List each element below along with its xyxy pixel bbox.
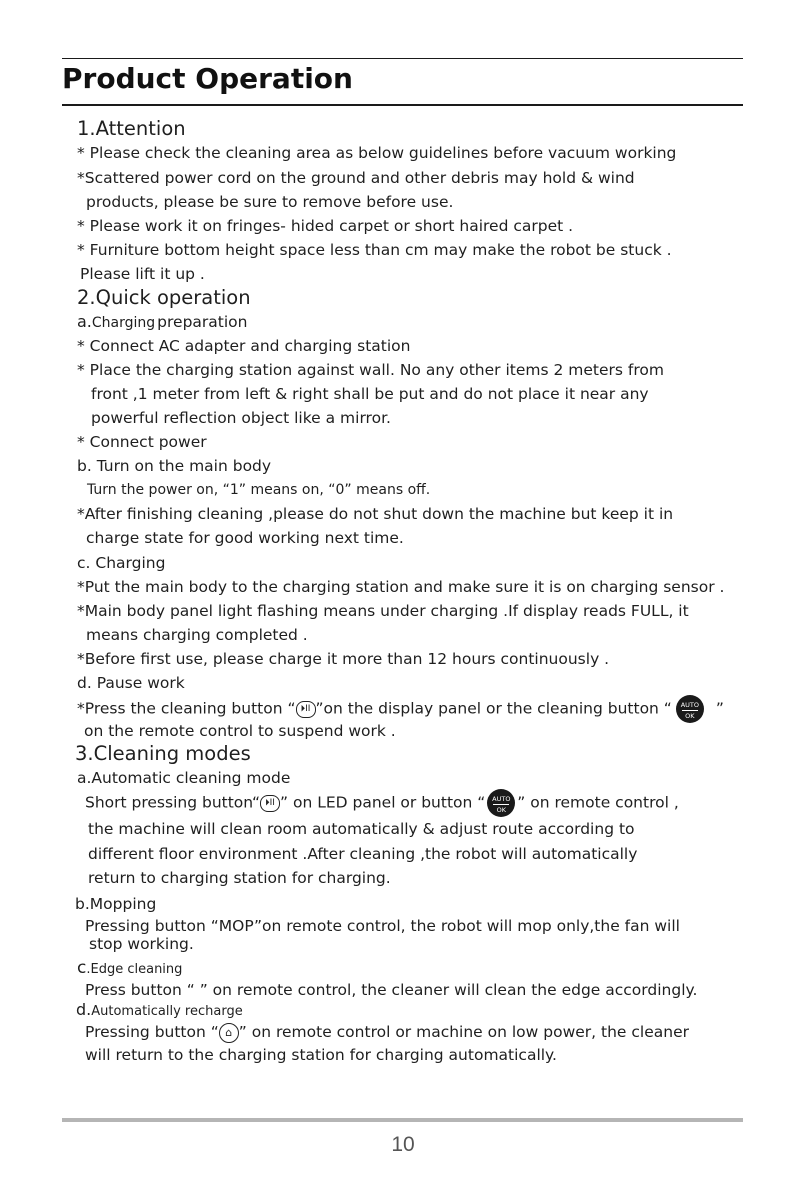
modes-b-title [75, 894, 156, 914]
quick-a-marker: a. [77, 312, 92, 331]
modes-a-title: a.Automatic cleaning mode [77, 769, 291, 787]
modes-b-line-2: stop working. [89, 935, 194, 953]
modes-d-line-2: will return to the charging station for charging automatically. [85, 1046, 557, 1064]
quick-a-line-1: * Connect AC adapter and charging station [77, 337, 411, 355]
auto-ok-icon-top: AUTO [680, 701, 699, 709]
auto-ok-icon-top: AUTO [492, 795, 511, 803]
section-quick-heading: 2.Quick operation [77, 286, 251, 309]
quick-d-line-1-mid: ”on the display panel or the cleaning button “ [315, 699, 672, 718]
modes-c-title [77, 958, 182, 980]
modes-d-title [76, 1000, 243, 1022]
modes-a-line-4: return to charging station for charging. [88, 869, 391, 887]
top-rule [62, 58, 743, 59]
modes-b-line-1: Pressing button “MOP”on remote control, the robot will mop only,the fan will [85, 917, 680, 935]
quick-c-line-2: *Main body panel light flashing means under charging .If display reads FULL, it [77, 602, 689, 620]
modes-a-line-1-mid: ” on LED panel or button “ [280, 793, 486, 812]
modes-d-line-1 [85, 1020, 689, 1044]
quick-a-title-part2: preparation [157, 313, 248, 331]
quick-b-line-2: *After finishing cleaning ,please do not shut down the machine but keep it in [77, 505, 674, 523]
modes-d-title-text: Automatically recharge [91, 1004, 243, 1019]
modes-d-marker: d. [76, 1000, 92, 1019]
modes-d-line-1-post: ” on remote control or machine on low power, the cleaner [238, 1023, 689, 1041]
auto-ok-icon-bottom: OK [496, 806, 506, 814]
auto-ok-icon-divider [682, 710, 698, 711]
quick-b-title: b. Turn on the main body [77, 457, 272, 475]
quick-d-line-1-post: ” [715, 699, 724, 718]
play-pause-icon: ⏵II [296, 701, 316, 718]
quick-c-line-1: *Put the main body to the charging station and make sure it is on charging sensor . [77, 578, 725, 596]
section-attention-heading: 1.Attention [77, 117, 186, 140]
home-icon: ⌂ [219, 1023, 239, 1043]
attention-line-3: products, please be sure to remove before use. [86, 193, 454, 211]
page-number: 10 [391, 1133, 415, 1156]
quick-a-line-3: front ,1 meter from left & right shall be put and do not place it near any [91, 385, 649, 403]
modes-d-line-1-pre: Pressing button “ [85, 1023, 219, 1041]
quick-c-line-3: means charging completed . [86, 626, 308, 644]
attention-line-4: * Please work it on fringes- hided carpet or short haired carpet . [77, 217, 574, 235]
quick-a-line-2: * Place the charging station against wall. No any other items 2 meters from [77, 361, 664, 379]
play-pause-icon: ⏵II [260, 795, 280, 812]
quick-d-title: d. Pause work [77, 674, 185, 692]
attention-line-2: *Scattered power cord on the ground and other debris may hold & wind [77, 169, 635, 187]
modes-c-line-1: Press button “ ” on remote control, the cleaner will clean the edge accordingly. [85, 981, 698, 999]
auto-ok-icon-divider [493, 804, 509, 805]
modes-a-line-3: different floor environment .After cleaning ,the robot will automatically [88, 845, 638, 863]
title-underline [62, 104, 743, 106]
modes-a-line-1 [85, 789, 679, 817]
modes-b-marker: b. [75, 895, 90, 913]
auto-ok-icon [487, 789, 515, 817]
modes-a-line-2: the machine will clean room automatically & adjust route according to [88, 820, 635, 838]
page-title: Product Operation [62, 62, 353, 95]
modes-c-marker: c [77, 958, 87, 978]
footer-rule [62, 1118, 743, 1122]
section-modes-heading: 3.Cleaning modes [75, 742, 251, 765]
quick-a-title [77, 312, 247, 333]
modes-a-line-1-pre: Short pressing button“ [85, 793, 261, 812]
quick-d-line-2: on the remote control to suspend work . [84, 722, 396, 740]
modes-a-line-1-post: ” on remote control , [517, 793, 679, 812]
quick-b-line-3: charge state for good working next time. [86, 529, 404, 547]
quick-d-line-1-pre: *Press the cleaning button “ [77, 699, 296, 718]
quick-b-line-1: Turn the power on, “1” means on, “0” means off. [87, 482, 431, 498]
quick-a-title-part1: Charging [91, 315, 156, 331]
quick-a-line-5: * Connect power [77, 433, 207, 451]
quick-d-line-1 [77, 695, 724, 723]
auto-ok-icon-bottom: OK [685, 712, 695, 720]
quick-c-title: c. Charging [77, 554, 166, 572]
attention-line-5: * Furniture bottom height space less than cm may make the robot be stuck . [77, 241, 672, 259]
modes-c-title-text: .Edge cleaning [86, 962, 183, 977]
attention-line-1: * Please check the cleaning area as below guidelines before vacuum working [77, 144, 677, 162]
attention-line-6: Please lift it up . [80, 265, 205, 283]
auto-ok-icon [676, 695, 704, 723]
quick-a-line-4: powerful reflection object like a mirror. [91, 409, 391, 427]
quick-c-line-4: *Before first use, please charge it more than 12 hours continuously . [77, 650, 610, 668]
modes-b-title-text: Mopping [89, 895, 157, 913]
